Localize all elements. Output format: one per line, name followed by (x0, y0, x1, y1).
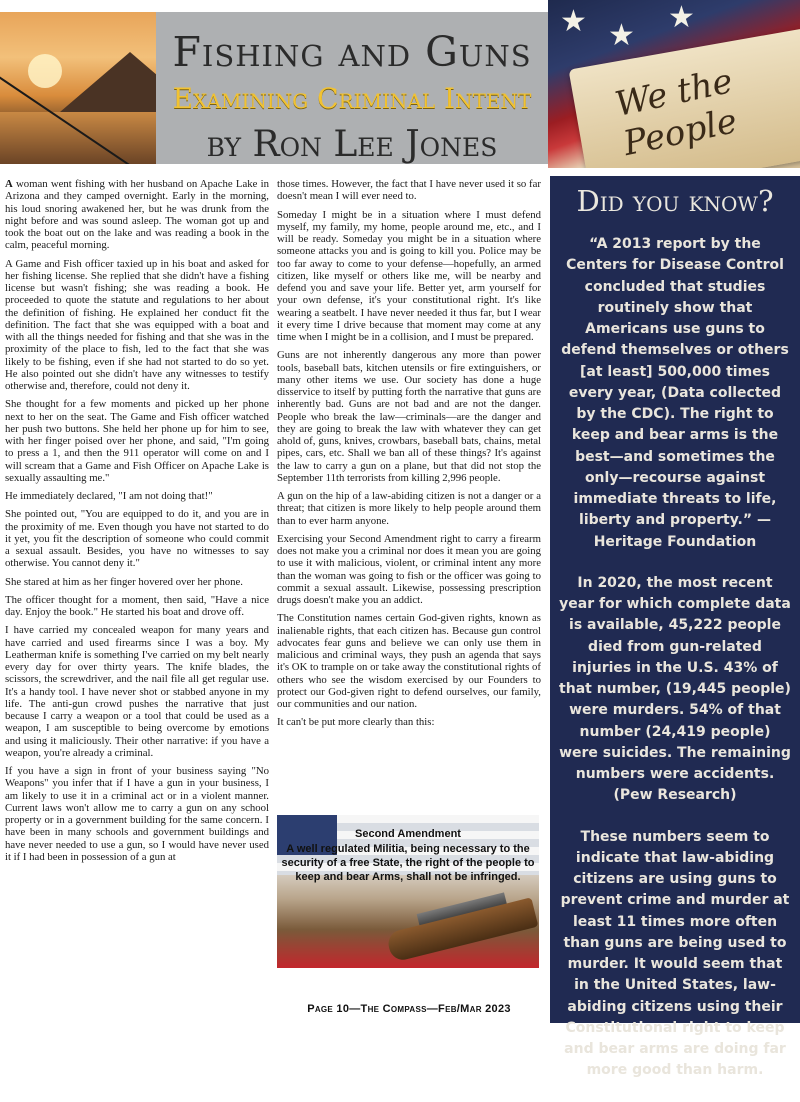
flag-star-icon: ★ (668, 1, 695, 34)
article-paragraph: If you have a sign in front of your business saying "No Weapons" you infer that if I have a gun in your business, I am likely to use it in a criminal act or in a violent manner. Current laws won't allow me to carry a gun on any school property or in a government building for the same concern. I have been in many schools and government buildings and have never needed to use a gun, so I would have never used it if I had been in possession of a gun at (5, 765, 269, 863)
mountain-shape (60, 52, 156, 112)
article-paragraph: It can't be put more clearly than this: (277, 716, 435, 729)
lake-water-shape (0, 112, 156, 164)
did-you-know-sidebar (550, 176, 800, 1079)
article-paragraph: I have carried my concealed weapon for many years and have carried and used firearms since I was a boy. My Leatherman knife is something I've carried on my belt nearly every day for over thirty years. The knife blades, the scissors, the screwdriver, and the nail file all get regular use. It's a handy tool. I have never shot or stabbed anyone in my life. The anti-gun crowd pushes the narrative that just because I carry a weapon or a tool that could be used as a weapon, I am susceptible to being overcome by emotions and using it maliciously. Their other narrative: if you have a weapon, you're already a criminal. (5, 624, 269, 759)
article-paragraph: Guns are not inherently dangerous any more than power tools, baseball bats, kitchen utensils or fire extinguishers, or many other items we use. Our society has done a huge disservice to itself by putting forth the narrative that guns are inherently bad. Guns are not bad and are not the danger. People who break the law—criminals—are the danger and they are going to break the law with whatever they can get ahold of, guns, knives, crowbars, baseball bats, chains, metal pipes, cars, etc. Shall we ban all of these things? It's against the law to carry a gun on a plane, but that did not stop the September 11th terrorists from killing 2,996 people. (277, 349, 541, 484)
sidebar-paragraph: These numbers seem to indicate that law-abiding citizens are using guns to prevent crime and murder at least 11 times more often than guns are being used to murder. It would seem that in the United States, law-abiding citizens using their Constitutional right to keep and bear arms are doing far more good than harm. (560, 828, 790, 1079)
article-paragraph: A Game and Fish officer taxied up in his boat and asked for her fishing license. She replied that she didn't have a fishing license but wasn't fishing; she was reading a book. He proceeded to quote the statute and regulations to her about the definition of fishing. He explained her conduct fit the definition. The fact that she was equipped with a boat and with all the things needed for fishing and that she was in the proximity of the place to fish, led to the fact that she was likely to be fishing, even if she had not started to do so yet. He also pointed out she didn't have any witnesses to testify otherwise and, therefore, could not deny it. (5, 257, 269, 392)
we-the-people-script: We the People (611, 61, 741, 165)
article-column-1 (5, 178, 269, 869)
sidebar-paragraph: “A 2013 report by the Centers for Disease Control concluded that studies routinely show that Americans use guns to defend themselves or others [at least] 500,000 times every year, (Data collected by the CDC). The right to keep and bear arms is the best—and sometimes the only—recourse against immediate threats to life, liberty and property.” —Heritage Foundation (561, 236, 789, 550)
article-paragraph: Exercising your Second Amendment right to carry a firearm does not make you a criminal nor does it mean you are going to use it with malicious, violent, or criminal intent any more than the woman was going to fish or the officer was going to commit a sexual assault. Likewise, possessing prescription drugs doesn't make you an addict. (277, 532, 541, 606)
article-paragraph: He immediately declared, "I am not doing that!" (5, 490, 213, 502)
flag-star-icon: ★ (560, 5, 587, 38)
page-footer: Page 10—The Compass—Feb/Mar 2023 (307, 1003, 511, 1015)
sun-shape (28, 54, 62, 88)
article-paragraph: She pointed out, "You are equipped to do it, and you are in the proximity of me. Even though you have not started to do it yet, you fit the description of someone who could commit a sexual assault. Besides, you have no witnesses to say otherwise. You cannot deny it." (5, 508, 269, 570)
article-column-2 (277, 178, 541, 735)
article-paragraph-text: woman went fishing with her husband on Apache Lake in Arizona and they camped overnight. Early in the morning, his loud snoring awakened her, but he was drunk from the night before and was sound asleep. The woman got up and took the boat out on the lake and was reading a book in the calm, peaceful morning. (5, 178, 269, 252)
sidebar-paragraph: In 2020, the most recent year for which complete data is available, 45,222 people died from gun-related injuries in the U.S. 43% of that number, (19,445 people) were murders. 54% of that number (24,419 people) were suicides. The remaining numbers were accidents. (Pew Research) (559, 574, 791, 804)
sidebar-body (558, 234, 792, 1102)
amendment-text: A well regulated Militia, being necessary to the security of a free State, the right of the people to keep and bear Arms, shall not be infringed. (281, 843, 535, 883)
fishing-sunset-photo (0, 12, 156, 164)
sidebar-heading: Did you know? (576, 184, 774, 218)
article-paragraph (5, 178, 269, 252)
drop-cap: A (5, 178, 13, 190)
article-paragraph: those times. However, the fact that I have never used it so far doesn't mean I will ever need to. (277, 178, 541, 203)
page-header (0, 0, 800, 168)
article-paragraph: The officer thought for a moment, then said, "Have a nice day. Enjoy the book." He started his boat and drove off. (5, 593, 269, 618)
amendment-title: Second Amendment (355, 828, 461, 840)
title-band (156, 12, 548, 164)
article-paragraph: She thought for a few moments and picked up her phone next to her on the seat. The Game and Fish officer watched her push two buttons. She held her phone up for him to see, with her finger poised over her phone, and said, "I'm going to press a 1, and then the 911 operator will come on and I will scream that a Game and Fish Officer on Apache Lake is sexually assaulting me." (5, 398, 269, 484)
article-paragraph: A gun on the hip of a law-abiding citizen is not a danger or a threat; that citizen is more likely to help people around them than to ever harm anyone. (277, 490, 541, 527)
article-title: Fishing and Guns (172, 28, 532, 76)
article-paragraph: Someday I might be in a situation where I must defend myself, my family, my home, people around me, etc., and I will be ready. Someday you might be in a situation where someone attacks you and is going to kill you. Police may be too far away to come to your defense—hopefully, an armed citizen, like myself or others like me, will be nearby and defend you and save your life. Better yet, arm yourself for your own defense, it's your constitutional right. It's like wearing a seatbelt. I have never needed it thus far, but I wear it every time I drive because that moment may come at any time when I might be in a collision, and I must be prepared. (277, 208, 541, 343)
article-paragraph: She stared at him as her finger hovered over her phone. (5, 575, 243, 588)
article-byline: by Ron Lee Jones (206, 124, 498, 165)
article-paragraph: The Constitution names certain God-given rights, known as inalienable rights, that each citizen has. Because gun control advocates fear guns and believe we can only use them in malicious and criminal ways, they push an agenda that says it's OK to trample on or take away the constitutional rights of others who see the wisdom exercised by our Founders to protect our God-given right to defend ourselves, our family, our communities and our nation. (277, 612, 541, 710)
constitution-flag-photo (548, 0, 800, 168)
flag-star-icon: ★ (608, 19, 635, 52)
second-amendment-image (277, 815, 539, 968)
article-subtitle: Examining Criminal Intent (172, 82, 532, 115)
